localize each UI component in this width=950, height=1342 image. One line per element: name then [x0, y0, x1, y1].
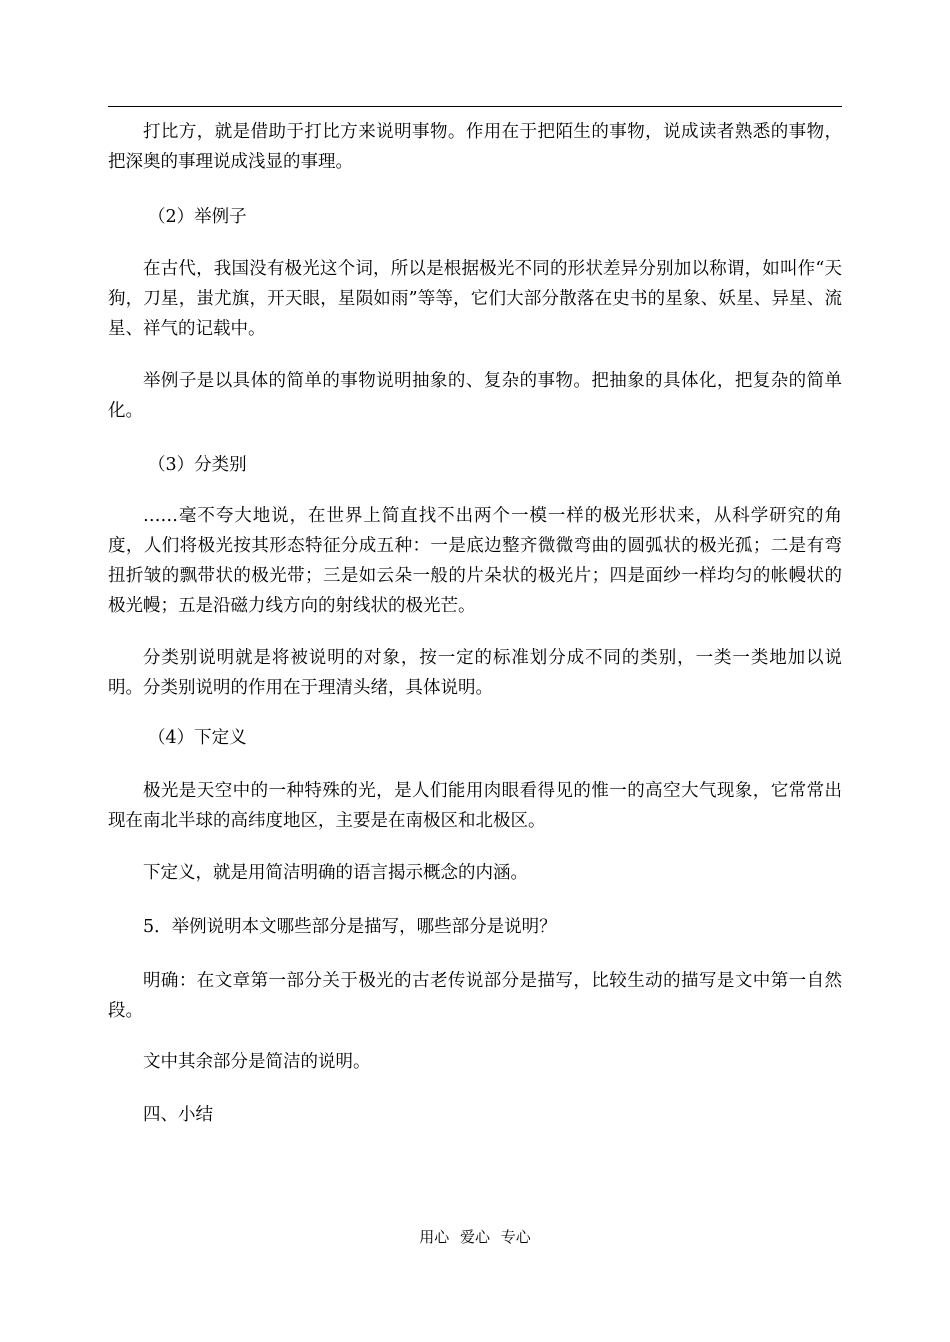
- paragraph-answer-explanation: 文中其余部分是简洁的说明。: [143, 1052, 371, 1072]
- paragraph-aurora-definition: 极光是天空中的一种特殊的光，是人们能用肉眼看得见的惟一的高空大气现象，它常常出现在南北半球的高纬度地区，主要是在南极区和北极区。: [108, 781, 842, 831]
- paragraph-answer-description: 明确：在文章第一部分关于极光的古老传说部分是描写，比较生动的描写是文中第一自然段。: [108, 971, 842, 1021]
- page-footer: 用心 爱心 专心: [419, 1228, 531, 1246]
- paragraph-classification-explanation: 分类别说明就是将被说明的对象，按一定的标准划分成不同的类别，一类一类地加以说明。分类别说明的作用在于理清头绪，具体说明。: [108, 648, 842, 698]
- question-description-vs-explanation: 5．举例说明本文哪些部分是描写，哪些部分是说明？: [143, 917, 557, 937]
- section-heading-classification: （3）分类别: [148, 455, 247, 475]
- section-heading-examples: （2）举例子: [148, 207, 247, 227]
- header-rule: [108, 106, 842, 107]
- paragraph-analogy-explanation: 打比方，就是借助于打比方来说明事物。作用在于把陌生的事物，说成读者熟悉的事物，把深奥的事理说成浅显的事理。: [108, 122, 842, 172]
- paragraph-examples-explanation: 举例子是以具体的简单的事物说明抽象的、复杂的事物。把抽象的具体化，把复杂的简单化。: [108, 371, 842, 421]
- section-heading-definition: （4）下定义: [148, 728, 247, 748]
- paragraph-aurora-five-types: ……毫不夸大地说，在世界上简直找不出两个一模一样的极光形状来，从科学研究的角度，人们将极光按其形态特征分成五种：一是底边整齐微微弯曲的圆弧状的极光孤；二是有弯扭折皱的飘带状的极光带；三是如云朵一般的片朵状的极光片；四是面纱一样均匀的帐幔状的极光幔；五是沿磁力线方向的射线状的极光芒。: [108, 506, 842, 616]
- paragraph-aurora-ancient-names: 在古代，我国没有极光这个词，所以是根据极光不同的形状差异分别加以称谓，如叫作“天狗，刀星，蚩尤旗，开天眼，星陨如雨”等等，它们大部分散落在史书的星象、妖星、异星、流星、祥气的记载中。: [108, 259, 842, 339]
- paragraph-definition-explanation: 下定义，就是用简洁明确的语言揭示概念的内涵。: [143, 863, 528, 883]
- section-heading-summary: 四、小结: [143, 1105, 213, 1125]
